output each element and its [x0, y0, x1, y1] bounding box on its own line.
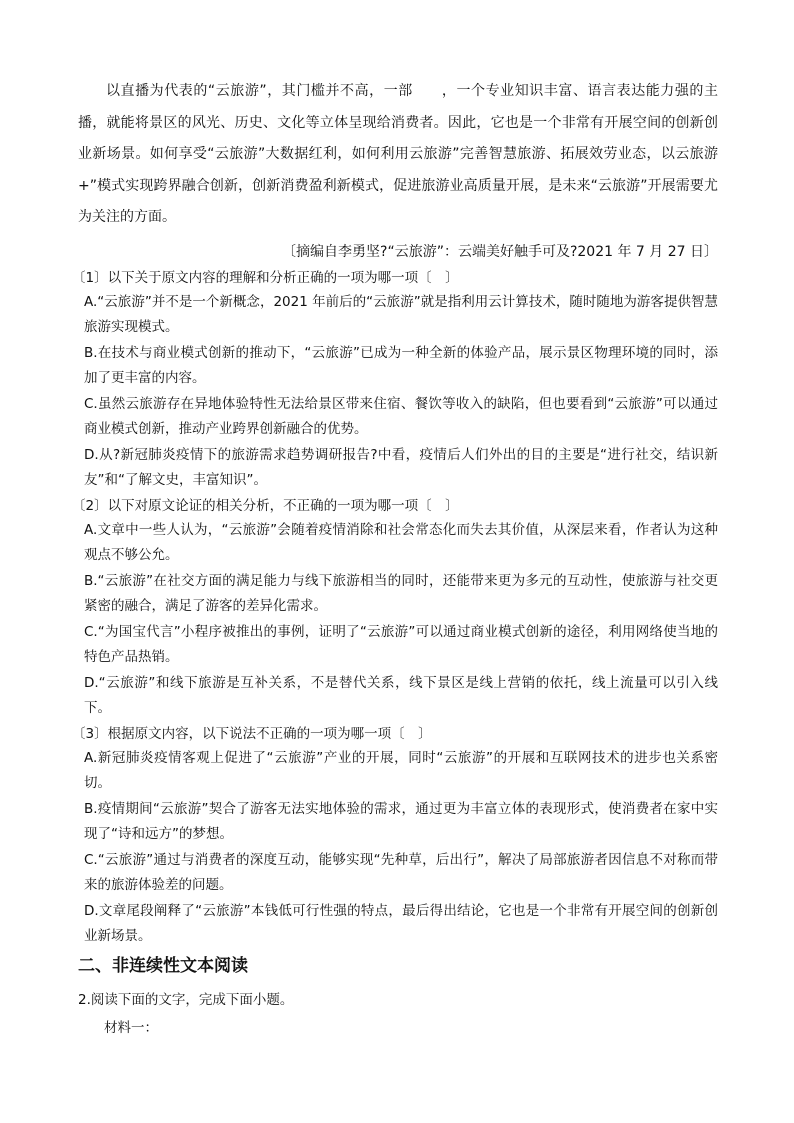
- option-d: D.“云旅游”和线下旅游是互补关系，不是替代关系，线下景区是线上营销的依托，线上流量可以引入线下。: [84, 674, 718, 716]
- option-b: B.在技术与商业模式创新的推动下，“云旅游”已成为一种全新的体验产品，展示景区物理环境的同时，添加了更丰富的内容。: [84, 344, 718, 386]
- passage-source: 〔摘编自李勇坚?“云旅游”：云端美好触手可及?2021 年 7 月 27 日〕: [282, 243, 718, 260]
- option-a: A.“云旅游”并不是一个新概念，2021 年前后的“云旅游”就是指利用云计算技术，随时随地为游客提供智慧旅游实现模式。: [84, 293, 718, 335]
- section-heading: 二、非连续性文本阅读: [78, 955, 248, 976]
- question-stem: 〔3〕根据原文内容，以下说法不正确的一项为哪一项〔 〕: [72, 725, 432, 742]
- option-c: C.虽然云旅游存在异地体验特性无法给景区带来住宿、餐饮等收入的缺陷，但也要看到“云旅游”可以通过商业模式创新，推动产业跨界创新融合的优势。: [84, 395, 718, 437]
- question-2: [72, 494, 718, 722]
- material-label: 材料一：: [104, 1019, 158, 1036]
- question-stem: 〔1〕以下关于原文内容的理解和分析正确的一项为哪一项〔 〕: [72, 269, 459, 286]
- option-d: D.文章尾段阐释了“云旅游”本钱低可行性强的特点，最后得出结论，它也是一个非常有开展空间的创新创业新场景。: [84, 902, 718, 944]
- passage-paragraph: 以直播为代表的“云旅游”，其门槛并不高，一部 ，一个专业知识丰富、语言表达能力强的主播，就能将景区的风光、历史、文化等立体呈现给消费者。因此，它也是一个非常有开展空间的创新创业新场景。如何享受“云旅游”大数据红利，如何利用云旅游”完善智慧旅游、拓展效劳业态，以云旅游+”模式实现跨界融合创新，创新消费盈利新模式，促进旅游业高质量开展，是未来“云旅游”开展需要尤为关注的方面。: [78, 83, 718, 225]
- option-c: C.“云旅游”通过与消费者的深度互动，能够实现“先种草，后出行”，解决了局部旅游者因信息不对称而带来的旅游体验差的问题。: [84, 851, 718, 893]
- option-a: A.文章中一些人认为，“云旅游”会随着疫情消除和社会常态化而失去其价值，从深层来看，作者认为这种观点不够公允。: [84, 521, 718, 563]
- option-c: C.“为国宝代言”小程序被推出的事例，证明了“云旅游”可以通过商业模式创新的途径，利用网络使当地的特色产品热销。: [84, 623, 718, 665]
- option-b: B.疫情期间“云旅游”契合了游客无法实地体验的需求，通过更为丰富立体的表现形式，使消费者在家中实现了“诗和远方”的梦想。: [84, 800, 718, 842]
- option-a: A.新冠肺炎疫情客观上促进了“云旅游”产业的开展，同时“云旅游”的开展和互联网技术的进步也关系密切。: [84, 749, 718, 791]
- question-1: [72, 266, 718, 494]
- question-stem: 〔2〕以下对原文论证的相关分析，不正确的一项为哪一项〔 〕: [72, 497, 459, 514]
- document-page: [72, 76, 718, 1042]
- question-3: [72, 722, 718, 950]
- option-d: D.从?新冠肺炎疫情下的旅游需求趋势调研报告?中看，疫情后人们外出的目的主要是“进行社交，结识新友”和“了解文史，丰富知识”。: [84, 446, 718, 488]
- reading-instruction: 2.阅读下面的文字，完成下面小题。: [78, 991, 294, 1008]
- option-b: B.“云旅游”在社交方面的满足能力与线下旅游相当的同时，还能带来更为多元的互动性，使旅游与社交更紧密的融合，满足了游客的差异化需求。: [84, 572, 718, 614]
